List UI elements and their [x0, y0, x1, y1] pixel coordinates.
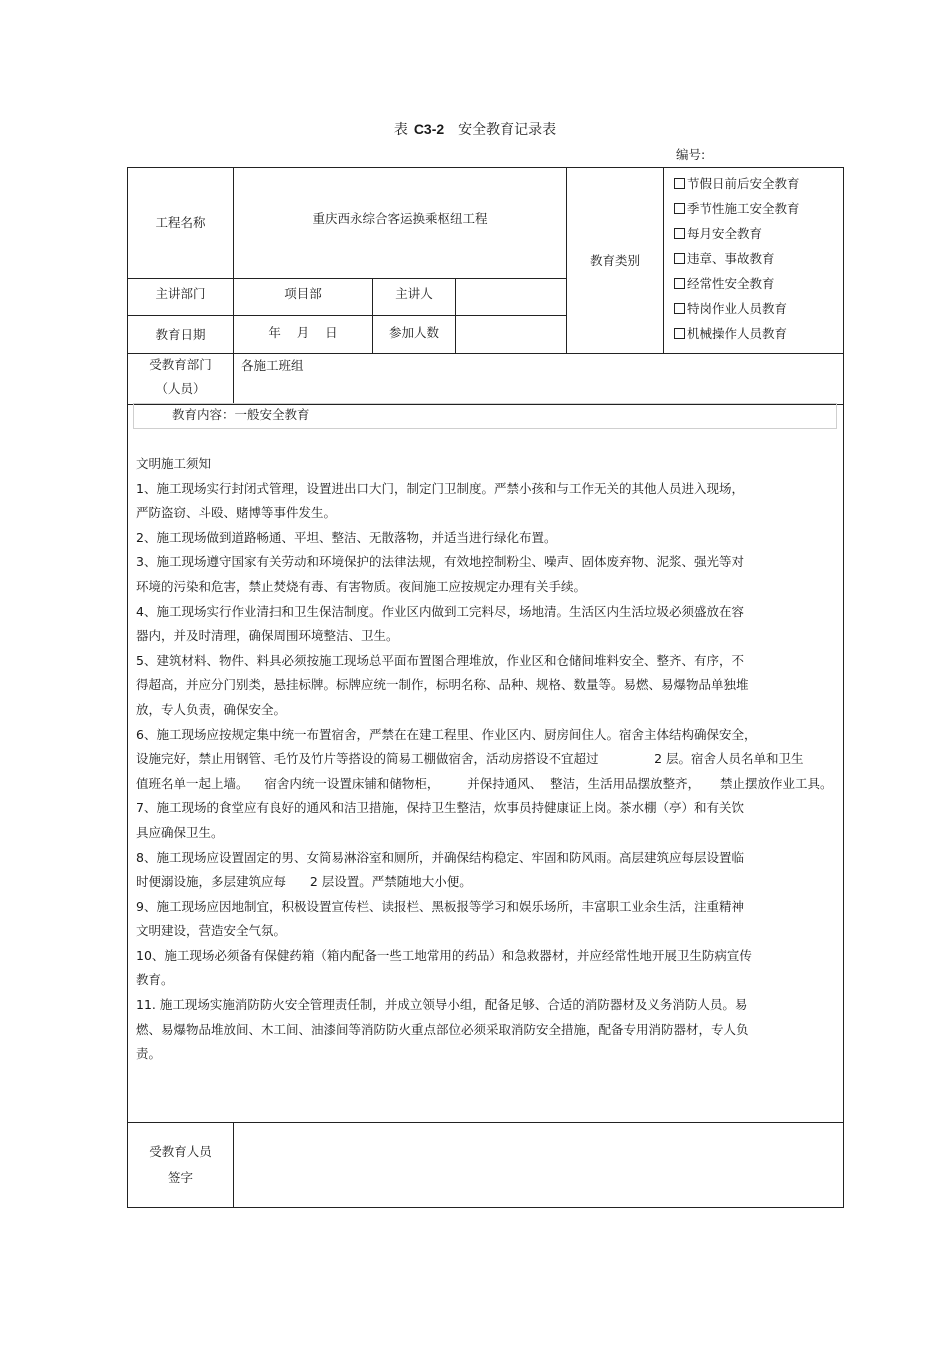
education-category-options — [674, 171, 800, 346]
content-line: 1、施工现场实行封闭式管理，设置进出口大门，制定门卫制度。严禁小孩和与工作无关的其他人员进入现场， — [136, 480, 744, 496]
content-line: 放，专人负责，确保安全。 — [136, 701, 287, 717]
title-code: C3-2 — [413, 121, 445, 137]
lecture-dept-label: 主讲部门 — [155, 286, 206, 301]
checkbox-icon[interactable] — [674, 203, 685, 214]
lecture-dept-value: 项目部 — [284, 286, 322, 301]
title-prefix: 表 — [393, 122, 408, 138]
receiver-dept-label: 受教育部门 （人员） — [149, 357, 212, 396]
education-date-value[interactable]: 年 月 日 — [268, 325, 338, 340]
category-option[interactable]: 节假日前后安全教育 — [674, 171, 800, 196]
project-name-label: 工程名称 — [155, 215, 206, 230]
content-line: 11. 施工现场实施消防防火安全管理责任制，并成立领导小组，配备足够、合适的消防器材及义务消防人员。易 — [136, 997, 748, 1013]
content-line: 2、施工现场做到道路畅通、平坦、整洁、无散落物，并适当进行绿化布置。 — [136, 529, 557, 545]
content-line: 值班名单一起上墙。 宿舍内统一设置床铺和储物柜， 并保持通风、 整洁，生活用品摆放整齐， 禁止摆放作业工具。 — [136, 775, 833, 791]
content-heading: 文明施工须知 — [136, 456, 212, 471]
serial-number-label: 编号: — [676, 147, 706, 162]
speaker-label: 主讲人 — [395, 286, 433, 301]
education-content-label: 教育内容：一般安全教育 — [172, 407, 310, 422]
category-option[interactable]: 特岗作业人员教育 — [674, 296, 800, 321]
checkbox-icon[interactable] — [674, 303, 685, 314]
category-option[interactable]: 违章、事故教育 — [674, 246, 800, 271]
checkbox-icon[interactable] — [674, 328, 685, 339]
grid-line — [663, 167, 664, 353]
form-title — [0, 119, 950, 139]
content-line: 9、施工现场应因地制宜，积极设置宣传栏、读报栏、黑板报等学习和娱乐场所，丰富职工业余生活，注重精神 — [136, 898, 744, 914]
checkbox-icon[interactable] — [674, 278, 685, 289]
content-line: 环境的污染和危害，禁止焚烧有毒、有害物质。夜间施工应按规定办理有关手续。 — [136, 578, 587, 594]
speaker-value[interactable] — [456, 279, 566, 309]
content-line: 8、施工现场应设置固定的男、女简易淋浴室和厕所，并确保结构稳定、牢固和防风雨。高层建筑应每层设置临 — [136, 849, 744, 865]
grid-line — [127, 353, 844, 354]
category-option[interactable]: 经常性安全教育 — [674, 271, 800, 296]
checkbox-icon[interactable] — [674, 253, 685, 264]
content-line: 文明建设，营造安全气氛。 — [136, 923, 287, 939]
title-text: 安全教育记录表 — [458, 122, 557, 138]
content-line: 教育。 — [136, 972, 174, 988]
education-date-label: 教育日期 — [155, 326, 206, 342]
content-line: 10、施工现场必须备有保健药箱（箱内配备一些工地常用的药品）和急救器材，并应经常性地开展卫生防病宣传 — [136, 947, 752, 963]
education-content — [136, 452, 836, 1067]
participant-count-label: 参加人数 — [388, 325, 439, 340]
category-option[interactable]: 机械操作人员教育 — [674, 321, 800, 346]
content-line: 责。 — [136, 1046, 162, 1062]
checkbox-icon[interactable] — [674, 178, 685, 189]
content-line: 具应确保卫生。 — [136, 824, 224, 840]
content-line: 器内，并及时清理，确保周围环境整洁、卫生。 — [136, 628, 399, 644]
content-line: 5、建筑材料、物件、料具必须按施工现场总平面布置图合理堆放，作业区和仓储间堆料安全、整齐、有序，不 — [136, 652, 744, 668]
education-category-label: 教育类别 — [589, 252, 640, 268]
content-line: 7、施工现场的食堂应有良好的通风和洁卫措施，保持卫生整洁，炊事员持健康证上岗。茶水棚（亭）和有关饮 — [136, 800, 744, 816]
participant-count-value[interactable] — [456, 316, 566, 350]
content-line: 设施完好，禁止用钢管、毛竹及竹片等搭设的简易工棚做宿舍，活动房搭设不宜超过 2 层。宿舍人员名单和卫生 — [136, 751, 804, 767]
content-line: 时便溺设施，多层建筑应每 2 层设置。严禁随地大小便。 — [136, 874, 472, 890]
category-option[interactable]: 季节性施工安全教育 — [674, 196, 800, 221]
content-line: 严防盗窃、斗殴、赌博等事件发生。 — [136, 505, 337, 521]
content-line: 燃、易爆物品堆放间、木工间、油漆间等消防防火重点部位必须采取消防安全措施，配备专用消防器材，专人负 — [136, 1021, 749, 1037]
content-line: 4、施工现场实行作业清扫和卫生保洁制度。作业区内做到工完料尽，场地清。生活区内生活垃圾必须盛放在容 — [136, 603, 744, 619]
content-line: 得超高，并应分门别类，悬挂标牌。标牌应统一制作，标明名称、品种、规格、数量等。易燃、易爆物品单独堆 — [136, 677, 749, 693]
content-line: 6、施工现场应按规定集中统一布置宿舍，严禁在在建工程里、作业区内、厨房间住人。宿舍主体结构确保安全， — [136, 726, 757, 742]
project-name-value: 重庆西永综合客运换乘枢纽工程 — [312, 211, 488, 226]
signature-area[interactable] — [234, 1123, 843, 1207]
signature-label: 受教育人员 签字 — [149, 1144, 212, 1185]
category-option[interactable]: 每月安全教育 — [674, 221, 800, 246]
content-line: 3、施工现场遵守国家有关劳动和环境保护的法律法规，有效地控制粉尘、噪声、固体废弃物、泥浆、强光等对 — [136, 554, 744, 570]
receiver-dept-value: 各施工班组 — [241, 358, 304, 373]
checkbox-icon[interactable] — [674, 228, 685, 239]
